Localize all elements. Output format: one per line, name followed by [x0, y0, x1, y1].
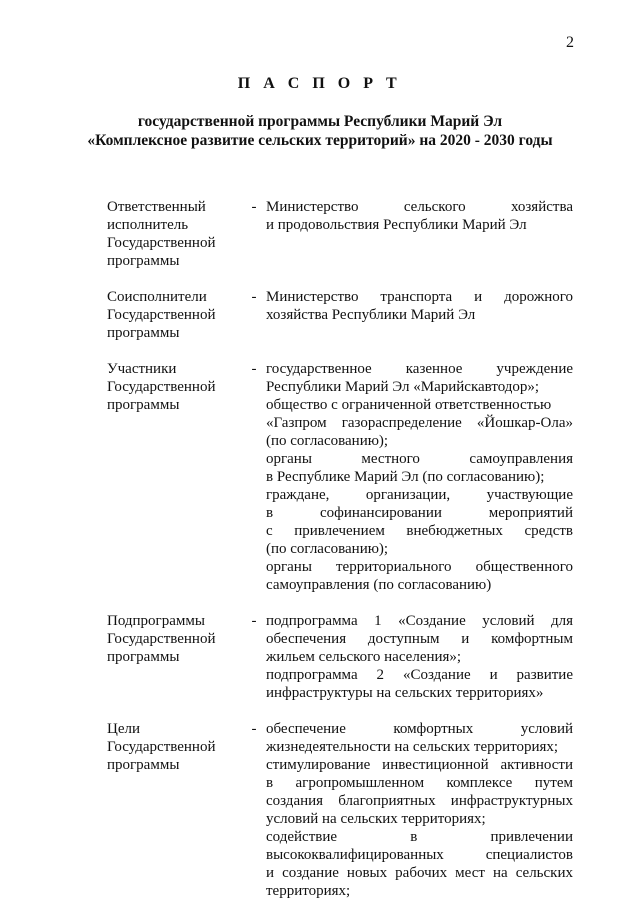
passport-value-line: и продовольствия Республики Марий Эл — [266, 217, 527, 233]
passport-row-dash: - — [251, 613, 257, 629]
passport-value-line: в агропромышленном комплексе путем — [266, 775, 573, 791]
passport-value-line: и создание новых рабочих мест на сельских — [266, 865, 573, 881]
passport-value-line: Республики Марий Эл «Марийскавтодор»; — [266, 379, 540, 395]
passport-row — [107, 198, 573, 270]
passport-value-line: органы территориального общественного — [266, 559, 573, 575]
passport-value-line: граждане, организации, участвующие — [266, 487, 573, 503]
passport-row — [107, 288, 573, 342]
passport-row — [107, 612, 573, 702]
passport-value-line: инфраструктуры на сельских территориях» — [266, 685, 544, 701]
passport-row-value — [266, 288, 573, 342]
passport-row-value — [266, 612, 573, 702]
passport-value-line: в софинансировании мероприятий — [266, 505, 573, 521]
passport-value-line: жизнедеятельности на сельских территориях; — [266, 739, 559, 755]
passport-row-value — [266, 720, 573, 900]
document-title: П А С П О Р Т — [237, 75, 402, 92]
passport-value-line: Министерство сельского хозяйства — [266, 199, 573, 215]
passport-row-label: Ответственный исполнитель Государственной программы — [107, 199, 216, 269]
passport-row-label: Соисполнители Государственной программы — [107, 289, 216, 341]
passport-value-line: «Газпром газораспределение «Йошкар-Ола» — [266, 415, 573, 431]
passport-row — [107, 360, 573, 594]
passport-value-line: подпрограмма 2 «Создание и развитие — [266, 667, 573, 683]
passport-value-line: высококвалифицированных специалистов — [266, 847, 573, 863]
passport-value-line: самоуправления (по согласованию) — [266, 577, 492, 593]
passport-value-line: содействие в привлечении — [266, 829, 573, 845]
passport-row-value — [266, 360, 573, 594]
passport-value-line: государственное казенное учреждение — [266, 361, 573, 377]
document-subtitle — [60, 112, 580, 150]
passport-row-dash: - — [251, 289, 257, 305]
passport-row-dash: - — [251, 721, 257, 737]
passport-value-line: подпрограмма 1 «Создание условий для — [266, 613, 573, 629]
passport-value-line: общество с ограниченной ответственностью — [266, 397, 552, 413]
passport-row-value — [266, 198, 573, 270]
passport-row-dash: - — [251, 199, 257, 215]
passport-value-line: территориях; — [266, 883, 351, 899]
passport-value-line: в Республике Марий Эл (по согласованию); — [266, 469, 545, 485]
passport-value-line: стимулирование инвестиционной активности — [266, 757, 573, 773]
page-number: 2 — [566, 34, 574, 51]
passport-value-line: (по согласованию); — [266, 541, 389, 557]
passport-row-label: Цели Государственной программы — [107, 721, 216, 773]
passport-value-line: Министерство транспорта и дорожного — [266, 289, 573, 305]
passport-row-label: Подпрограммы Государственной программы — [107, 613, 216, 665]
passport-value-line: жильем сельского населения»; — [266, 649, 462, 665]
passport-value-line: с привлечением внебюджетных средств — [266, 523, 573, 539]
passport-value-line: органы местного самоуправления — [266, 451, 573, 467]
subtitle-line-2: «Комплексное развитие сельских территорий» на 2020 - 2030 годы — [87, 132, 553, 149]
subtitle-line-1: государственной программы Республики Марий Эл — [137, 113, 503, 130]
passport-value-line: условий на сельских территориях; — [266, 811, 486, 827]
passport-table — [107, 198, 573, 918]
passport-value-line: создания благоприятных инфраструктурных — [266, 793, 573, 809]
passport-row-dash: - — [251, 361, 257, 377]
passport-row-label: Участники Государственной программы — [107, 361, 216, 413]
passport-value-line: обеспечения доступным и комфортным — [266, 631, 573, 647]
passport-value-line: обеспечение комфортных условий — [266, 721, 573, 737]
passport-value-line: хозяйства Республики Марий Эл — [266, 307, 476, 323]
passport-row — [107, 720, 573, 900]
passport-value-line: (по согласованию); — [266, 433, 389, 449]
